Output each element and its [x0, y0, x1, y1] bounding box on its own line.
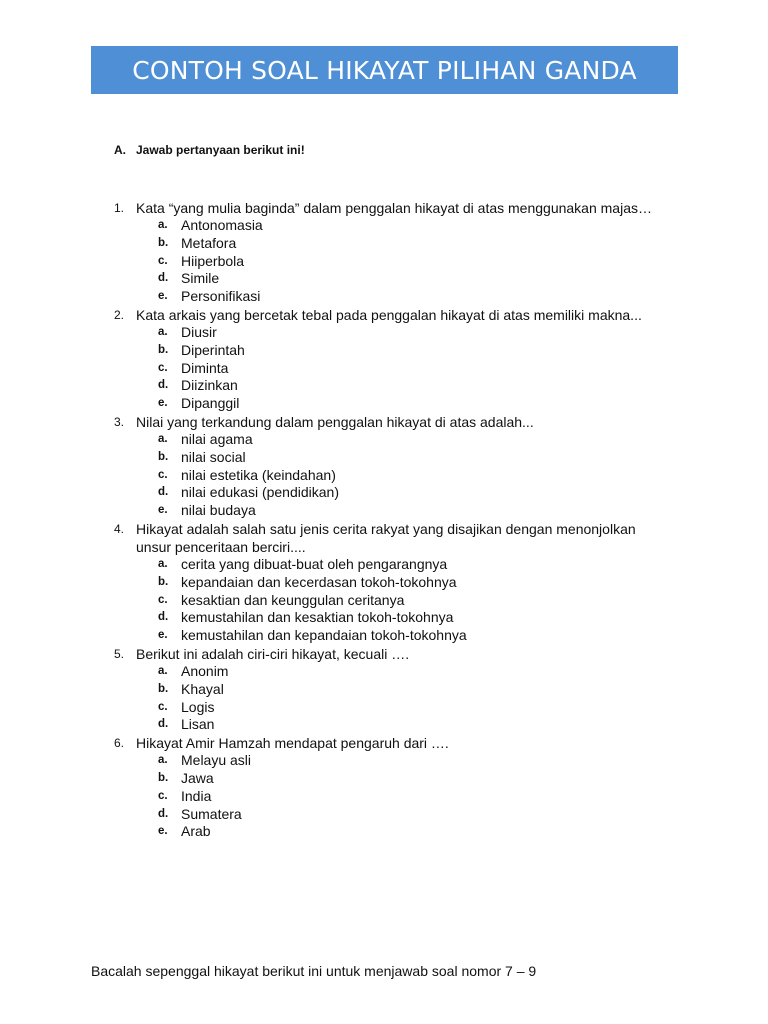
- question-item: [114, 306, 674, 413]
- question-list: [114, 199, 674, 841]
- question-item: [114, 199, 674, 306]
- question-text: Hikayat adalah salah satu jenis cerita rakyat yang disajikan dengan menonjolkan unsur penceritaan berciri....: [136, 520, 636, 555]
- option-letter: b.: [158, 450, 169, 463]
- option-text: cerita yang dibuat-buat oleh pengarangnya: [181, 555, 448, 572]
- option-text: Melayu asli: [181, 752, 252, 769]
- answer-option: [158, 770, 674, 788]
- option-letter: b.: [158, 771, 169, 784]
- option-letter: b.: [158, 575, 169, 588]
- option-text: Hiiperbola: [181, 252, 245, 269]
- option-letter: b.: [158, 682, 169, 695]
- option-text: kepandaian dan kecerdasan tokoh-tokohnya: [181, 573, 457, 590]
- question-item: [114, 734, 674, 841]
- answer-option: [158, 681, 674, 699]
- option-text: Anonim: [181, 662, 229, 679]
- question-number: 2.: [114, 307, 125, 322]
- option-letter: e.: [158, 629, 168, 642]
- option-letter: d.: [158, 807, 169, 820]
- question-text: Kata “yang mulia baginda” dalam penggalan hikayat di atas menggunakan majas…: [136, 200, 652, 216]
- option-text: Logis: [181, 698, 215, 715]
- answer-option: [158, 627, 674, 645]
- option-letter: c.: [158, 254, 168, 267]
- option-text: nilai budaya: [181, 502, 256, 519]
- answer-option: [158, 788, 674, 806]
- option-text: Diusir: [181, 323, 217, 340]
- option-text: nilai agama: [181, 430, 253, 447]
- option-letter: e.: [158, 397, 168, 410]
- answer-option: [158, 484, 674, 502]
- answer-option: [158, 556, 674, 574]
- option-text: Arab: [181, 823, 211, 840]
- answer-option: [158, 395, 674, 413]
- page-title: CONTOH SOAL HIKAYAT PILIHAN GANDA: [132, 55, 637, 85]
- option-letter: d.: [158, 272, 169, 285]
- section-letter: A.: [114, 143, 126, 157]
- answer-option: [158, 235, 674, 253]
- question-text: Hikayat Amir Hamzah mendapat pengaruh dari ….: [136, 735, 449, 752]
- option-letter: d.: [158, 486, 169, 499]
- question-row: [114, 199, 674, 217]
- option-letter: a.: [158, 557, 168, 570]
- answer-option: [158, 574, 674, 592]
- option-letter: a.: [158, 219, 168, 231]
- option-letter: c.: [158, 593, 168, 606]
- answer-option: [158, 502, 674, 520]
- option-letter: c.: [158, 468, 168, 481]
- option-text: nilai edukasi (pendidikan): [181, 484, 339, 501]
- option-text: Khayal: [181, 680, 224, 697]
- option-list: [158, 431, 674, 520]
- option-text: Metafora: [181, 234, 237, 251]
- answer-option: [158, 288, 674, 306]
- question-number: 6.: [114, 736, 125, 751]
- option-text: Simile: [181, 270, 220, 287]
- option-list: [158, 324, 674, 413]
- option-text: Jawa: [181, 769, 214, 786]
- question-text: Kata arkais yang bercetak tebal pada penggalan hikayat di atas memiliki makna...: [136, 306, 642, 323]
- option-list: [158, 217, 674, 306]
- option-letter: c.: [158, 361, 168, 374]
- question-number: 3.: [114, 414, 125, 429]
- question-row: [114, 734, 674, 752]
- question-row: [114, 645, 674, 663]
- option-letter: a.: [158, 325, 168, 338]
- question-number: 1.: [114, 201, 125, 215]
- question-item: [114, 413, 674, 520]
- question-row: [114, 413, 674, 431]
- answer-option: [158, 609, 674, 627]
- question-text: Berikut ini adalah ciri-ciri hikayat, kecuali ….: [136, 645, 410, 662]
- footer-text: Bacalah sepenggal hikayat berikut ini untuk menjawab soal nomor 7 – 9: [91, 963, 537, 979]
- option-list: [158, 663, 674, 734]
- option-text: Diizinkan: [181, 377, 238, 394]
- option-letter: c.: [158, 700, 168, 713]
- answer-option: [158, 253, 674, 271]
- question-row: [114, 520, 674, 556]
- option-letter: b.: [158, 236, 169, 249]
- option-text: nilai social: [181, 448, 246, 465]
- option-text: nilai estetika (keindahan): [181, 466, 336, 483]
- answer-option: [158, 716, 674, 734]
- option-letter: e.: [158, 504, 168, 517]
- option-text: kesaktian dan keunggulan ceritanya: [181, 591, 405, 608]
- option-letter: a.: [158, 754, 168, 767]
- option-letter: a.: [158, 432, 168, 445]
- answer-option: [158, 449, 674, 467]
- answer-option: [158, 324, 674, 342]
- answer-option: [158, 467, 674, 485]
- answer-option: [158, 699, 674, 717]
- option-letter: c.: [158, 789, 168, 802]
- option-list: [158, 556, 674, 645]
- answer-option: [158, 217, 674, 235]
- answer-option: [158, 806, 674, 824]
- option-letter: d.: [158, 611, 169, 624]
- option-text: Lisan: [181, 716, 215, 733]
- question-item: [114, 520, 674, 645]
- answer-option: [158, 342, 674, 360]
- answer-option: [158, 377, 674, 395]
- section-instruction: Jawab pertanyaan berikut ini!: [136, 143, 305, 157]
- option-list: [158, 752, 674, 841]
- question-row: [114, 306, 674, 324]
- section-heading: [114, 143, 305, 157]
- option-letter: b.: [158, 343, 169, 356]
- option-letter: d.: [158, 718, 169, 731]
- answer-option: [158, 663, 674, 681]
- option-text: Antonomasia: [181, 217, 263, 233]
- option-text: kemustahilan dan kesaktian tokoh-tokohnya: [181, 609, 454, 626]
- question-text: Nilai yang terkandung dalam penggalan hikayat di atas adalah...: [136, 413, 534, 430]
- answer-option: [158, 592, 674, 610]
- option-text: Dipanggil: [181, 395, 240, 412]
- option-letter: a.: [158, 664, 168, 677]
- option-letter: e.: [158, 825, 168, 838]
- option-text: Personifikasi: [181, 288, 261, 305]
- answer-option: [158, 752, 674, 770]
- option-letter: e.: [158, 290, 168, 303]
- title-banner: [91, 46, 678, 94]
- option-text: Diperintah: [181, 341, 245, 358]
- answer-option: [158, 270, 674, 288]
- question-number: 5.: [114, 646, 125, 661]
- answer-option: [158, 431, 674, 449]
- option-text: kemustahilan dan kepandaian tokoh-tokohnya: [181, 627, 467, 644]
- question-number: 4.: [114, 521, 125, 536]
- answer-option: [158, 823, 674, 841]
- option-text: India: [181, 787, 212, 804]
- answer-option: [158, 360, 674, 378]
- option-text: Sumatera: [181, 805, 242, 822]
- option-text: Diminta: [181, 359, 229, 376]
- option-letter: d.: [158, 379, 169, 392]
- question-item: [114, 645, 674, 734]
